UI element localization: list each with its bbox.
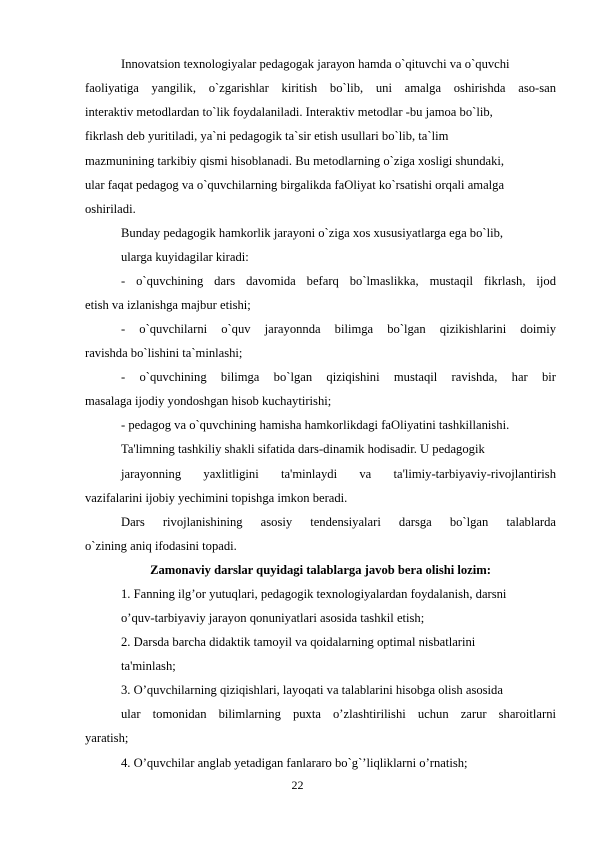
text-line: o`zining aniq ifodasini topadi. (85, 539, 237, 553)
text-line: Bunday pedagogik hamkorlik jarayoni o`ziga xos xususiyatlarga ega bo`lib, (121, 226, 504, 240)
text-line: interaktiv metodlardan to`lik foydalaniladi. Interaktiv metodlar -bu jamoa bo`lib, (85, 105, 493, 119)
text-line: Dars rivojlanishining asosiy tendensiyalari darsga bo`lgan talablarda (121, 515, 556, 529)
text-line: ularga kuyidagilar kiradi: (121, 250, 249, 264)
text-line: oshiriladi. (85, 202, 136, 216)
list-item: 1. Fanning ilg’or yutuqlari, pedagogik texnologiyalardan foydalanish, darsni (121, 587, 507, 601)
text-line: ular faqat pedagog va o`quvchilarning birgalikda faOliyat ko`rsatishi orqali amalga (85, 178, 505, 192)
text-line: Innovatsion texnologiyalar pedagogak jarayon hamda o`qituvchi va o`quvchi (121, 57, 510, 71)
text-line: mazmunining tarkibiy qismi hisoblanadi. Bu metodlarning o`ziga xosligi shundaki, (85, 154, 505, 168)
text-line: - o`quvchilarni o`quv jarayonnda bilimga bo`lgan qizikishlarini doimiy (121, 322, 556, 336)
text-line: vazifalarini ijobiy yechimini topishga imkon beradi. (85, 491, 348, 505)
text-line: o’quv-tarbiyaviy jarayon qonuniyatlari asosida tashkil etish; (121, 611, 425, 625)
text-line: - pedagog va o`quvchining hamisha hamkorlikdagi faOliyatini tashkillanishi. (121, 418, 510, 432)
text-line: ta'minlash; (121, 659, 176, 673)
text-line: jarayonning yaxlitligini ta'minlaydi va ta'limiy-tarbiyaviy-rivojlantirish (121, 467, 556, 481)
text-line: etish va izlanishga majbur etishi; (85, 298, 251, 312)
text-line: masalaga ijodiy yondoshgan hisob kuchaytirishi; (85, 394, 332, 408)
page-number: 22 (291, 778, 304, 792)
text-line: ular tomonidan bilimlarning puxta o’zlashtirilishi uchun zarur sharoitlarni (121, 707, 556, 721)
text-line: fikrlash deb yuritiladi, ya`ni pedagogik ta`sir etish usullari bo`lib, ta`lim (85, 129, 449, 143)
text-line: Ta'limning tashkiliy shakli sifatida dars-dinamik hodisadir. U pedagogik (121, 442, 485, 456)
list-item: 4. O’quvchilar anglab yetadigan fanlararo bo`g`’liqliklarni o’rnatish; (121, 756, 468, 770)
text-line: ravishda bo`lishini ta`minlashi; (85, 346, 243, 360)
text-line: - o`quvchining bilimga bo`lgan qiziqishini mustaqil ravishda, har bir (121, 370, 556, 384)
text-line: - o`quvchining dars davomida befarq bo`lmaslikka, mustaqil fikrlash, ijod (121, 274, 556, 288)
text-line: faoliyatiga yangilik, o`zgarishlar kiritish bo`lib, uni amalga oshirishda aso-san (85, 81, 556, 95)
list-item: 2. Darsda barcha didaktik tamoyil va qoidalarning optimal nisbatlarini (121, 635, 476, 649)
text-line: yaratish; (85, 731, 129, 745)
section-heading: Zamonaviy darslar quyidagi talablarga javob bera olishi lozim: (150, 563, 491, 577)
list-item: 3. O’quvchilarning qiziqishlari, layoqati va talablarini hisobga olish asosida (121, 683, 503, 697)
